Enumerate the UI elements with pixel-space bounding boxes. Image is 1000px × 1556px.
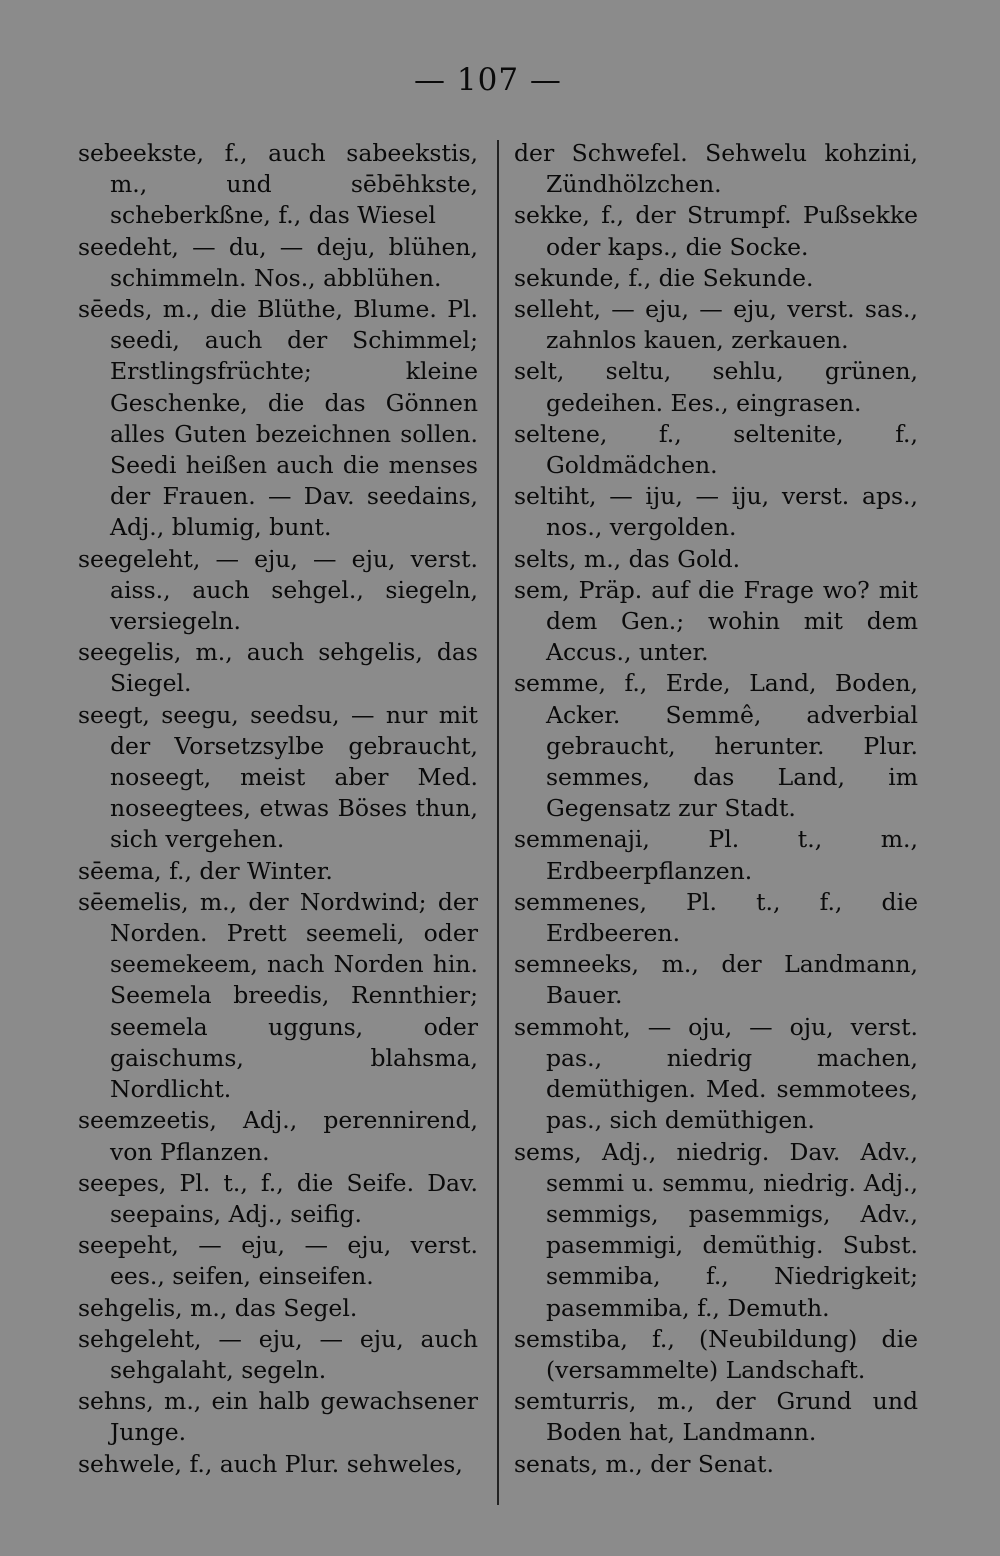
dictionary-entry: selleht, — eju, — eju, verst. sas., zahnlos kauen, zerkauen. <box>514 295 918 355</box>
dictionary-entry: seegt, seegu, seedsu, — nur mit der Vorsetzsylbe gebraucht, noseegt, meist aber Med. noseegtees, etwas Böses thun, sich vergehen. <box>78 700 478 854</box>
dictionary-entry: seepeht, — eju, — eju, verst. ees., seifen, einseifen. <box>78 1231 478 1291</box>
dictionary-entry: sēema, f., der Winter. <box>78 856 333 885</box>
dictionary-entry: seegeleht, — eju, — eju, verst. aiss., auch sehgel., siegeln, versiegeln. <box>78 544 478 636</box>
dictionary-entry: seedeht, — du, — deju, blühen, schimmeln. Nos., abblühen. <box>78 232 478 292</box>
dictionary-entry: sēemelis, m., der Nordwind; der Norden. Prett seemeli, oder seemekeem, nach Norden hin. Seemela breedis, Rennthier; seemela ugguns, oder gaischums, blahsma, Nordlicht. <box>78 887 478 1104</box>
dictionary-entry: seltene, f., seltenite, f., Goldmädchen. <box>514 419 918 480</box>
dictionary-entry: semturris, m., der Grund und Boden hat, Landmann. <box>514 1387 918 1447</box>
dictionary-entry: sehns, m., ein halb gewachsener Junge. <box>78 1387 478 1447</box>
dictionary-entry: sehgelis, m., das Segel. <box>78 1293 358 1322</box>
dictionary-entry: sēeds, m., die Blüthe, Blume. Pl. seedi, auch der Schimmel; Erstlingsfrüchte; kleine Geschenke, die das Gönnen alles Guten bezeichnen sollen. Seedi heißen auch die menses der Frauen. — Dav. seedains, Adj., blumig, bunt. <box>78 295 478 542</box>
dictionary-entry: sem, Präp. auf die Frage wo? mit dem Gen.; wohin mit dem Accus., unter. <box>514 575 918 667</box>
dictionary-entry: sebeekste, f., auch sabeekstis, m., und sēbēhkste, scheberkßne, f., das Wiesel <box>78 139 478 230</box>
dictionary-entry: semmenaji, Pl. t., m., Erdbeerpflanzen. <box>514 825 918 885</box>
dictionary-entry: senats, m., der Senat. <box>514 1449 774 1478</box>
dictionary-entry: sems, Adj., niedrig. Dav. Adv., semmi u. semmu, niedrig. Adj., semmigs, pasemmigs, Adv., pasemmigi, demüthig. Subst. semmiba, f., Niedrigkeit; pasemmiba, f., Demuth. <box>514 1137 918 1322</box>
dictionary-entry: seltiht, — iju, — iju, verst. aps., nos., vergolden. <box>514 482 918 542</box>
dictionary-entry: seegelis, m., auch sehgelis, das Siegel. <box>78 638 478 698</box>
column-divider <box>497 140 499 1505</box>
dictionary-entry: selts, m., das Gold. <box>514 544 741 573</box>
right-column <box>514 138 918 1480</box>
dictionary-entry: selt, seltu, sehlu, grünen, gedeihen. Ees., eingrasen. <box>514 357 918 417</box>
page-number: — 107 — <box>414 62 562 98</box>
dictionary-entry: semmenes, Pl. t., f., die Erdbeeren. <box>514 887 918 948</box>
dictionary-entry: sehgeleht, — eju, — eju, auch sehgalaht, segeln. <box>78 1324 478 1384</box>
dictionary-entry: semme, f., Erde, Land, Boden, Acker. Semmê, adverbial gebraucht, herunter. Plur. semmes, das Land, im Gegensatz zur Stadt. <box>514 669 918 823</box>
dictionary-entry: sehwele, f., auch Plur. sehweles, <box>78 1449 463 1478</box>
dictionary-entry: sekke, f., der Strumpf. Pußsekke oder kaps., die Socke. <box>514 201 918 261</box>
dictionary-entry: semneeks, m., der Landmann, Bauer. <box>514 950 918 1010</box>
dictionary-entry: semmoht, — oju, — oju, verst. pas., niedrig machen, demüthigen. Med. semmotees, pas., sich demüthigen. <box>514 1012 918 1135</box>
dictionary-entry: der Schwefel. Sehwelu kohzini, Zündhölzchen. <box>514 139 918 199</box>
dictionary-entry: sekunde, f., die Sekunde. <box>514 263 814 292</box>
dictionary-entry: seemzeetis, Adj., perennirend, von Pflanzen. <box>78 1106 478 1166</box>
dictionary-entry: semstiba, f., (Neubildung) die (versammelte) Landschaft. <box>514 1324 918 1384</box>
left-column <box>78 138 478 1480</box>
dictionary-entry: seepes, Pl. t., f., die Seife. Dav. seepains, Adj., seifig. <box>78 1168 478 1228</box>
